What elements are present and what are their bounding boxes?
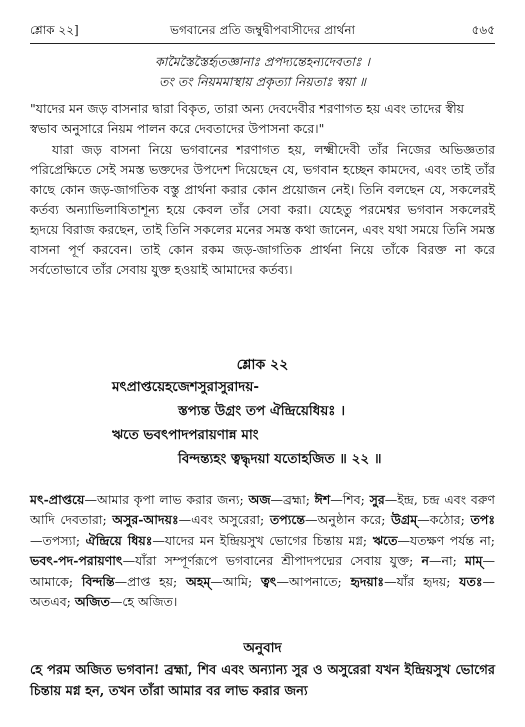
synonym-meaning: —ইন্দ্র, চন্দ্র এবং বরুণ আদি দেবতারা; <box>30 492 495 528</box>
purport-paragraph: যারা জড় বাসনা নিয়ে ভগবানের শরণাগত হয়, লক্ষ্মীদেবী তাঁর নিজের অভিজ্ঞতার পরিপ্রেক্ষিতে সেই সমস্ত ভক্তদের উপদেশ দিয়েছেন যে, ভগবান হচ্ছেন কামদেব, এবং তাই তাঁর কাছে কোন জড়-জাগতিক বস্তু প্রার্থনা করার কোন প্রয়োজন নেই। তিনি বলছেন যে, সকলেরই কর্তব্য অন্যাভিলাষিতাশূন্য হয়ে কেবল তাঁর সেবা করা। যেহেতু পরমেশ্বর ভগবান সকলেরই হৃদয়ে বিরাজ করছেন, তাই তিনি সকলের মনের সমস্ত কথা জানেন, এবং যথা সময়ে তিনি সমস্ত বাসনা পূর্ণ করবেন। তাই কোন রকম জড়-জাগতিক প্রার্থনা নিয়ে তাঁকে বিরক্ত না করে সর্বতোভাবে তাঁর সেবায় যুক্ত হওয়াই আমাদের কর্তব্য। <box>30 142 495 277</box>
synonym-meaning: —আমি; <box>210 573 261 589</box>
synonym-meaning: —অতএব; <box>30 573 495 610</box>
synonym-word: ঐন্দ্রিয়ে ধিয়ঃ <box>85 532 153 548</box>
quoted-verse-line-2: তং তং নিয়মমাস্থায় প্রকৃত্যা নিয়তাঃ স্বয়া ॥ <box>159 74 366 89</box>
synonym-word: মাম্ <box>464 553 483 569</box>
synonym-meaning: —তপস্যা; <box>30 532 86 548</box>
quoted-sanskrit-verse <box>30 52 495 92</box>
synonym-meaning: —আমাকে; <box>30 553 495 589</box>
word-for-word-synonyms <box>30 490 495 612</box>
page-number: ৫৬৫ <box>471 23 495 37</box>
synonym-meaning: —কঠোর; <box>417 512 471 528</box>
synonym-word: অজ <box>248 492 271 507</box>
synonym-word: ঈশ <box>314 492 331 507</box>
synonym-word: ত্বৎ <box>260 573 277 589</box>
translation-heading: অনুবাদ <box>243 640 282 656</box>
synonym-word: ভবৎ-পদ-পরায়ণাৎ <box>30 553 123 569</box>
synonym-meaning: —এবং অসুরেরা; <box>178 512 270 528</box>
quoted-verse-translation: "যাদের মন জড় বাসনার দ্বারা বিকৃত, তারা অন্য দেবদেবীর শরণাগত হয় এবং তাদের স্বীয় স্বভাব অনুসারে নিয়ম পালন করে দেবতাদের উপাসনা করে।" <box>30 101 465 136</box>
header-verse-ref: শ্লোক ২২] <box>30 23 79 37</box>
header-chapter-title: ভগবানের প্রতি জম্বুদ্বীপবাসীদের প্রার্থনা <box>170 23 355 37</box>
synonym-word: হৃদয়াঃ <box>350 573 385 589</box>
shloka-line-3: ঋতে ভবৎপাদপরায়ণান্ন মাং <box>112 427 259 443</box>
synonym-meaning: —যাদের মন ইন্দ্রিয়সুখ ভোগের চিন্তায় মগ্ন; <box>152 532 373 548</box>
shloka-line-1: মৎপ্রাপ্তয়েহজেশসুরাসুরাদয়- <box>112 379 259 395</box>
synonym-word: অসুর-আদয়ঃ <box>112 512 179 528</box>
synonym-word: তপঃ <box>470 512 495 528</box>
running-header <box>30 22 495 40</box>
synonym-word: বিন্দন্তি <box>81 573 115 589</box>
synonym-word: উগ্রম্ <box>391 512 418 528</box>
synonym-word: অজিত <box>74 594 110 610</box>
synonym-word: মৎ-প্রাপ্তয়ে <box>30 492 85 507</box>
synonym-meaning: —যতক্ষণ পর্যন্ত না; <box>397 532 495 548</box>
translation-text: হে পরম অজিত ভগবান! ব্রহ্মা, শিব এবং অন্যান্য সুর ও অসুরেরা যখন ইন্দ্রিয়সুখ ভোগের চিন্তায় মগ্ন হন, তখন তাঁরা আমার বর লাভ করার জন্য <box>30 663 495 699</box>
synonym-meaning: —আপনাতে; <box>276 573 351 589</box>
synonym-meaning: —হে অজিত। <box>109 594 178 610</box>
synonym-meaning: —যাঁরা সম্পূর্ণরূপে ভগবানের শ্রীপাদপদ্মের সেবায় যুক্ত; <box>122 553 422 569</box>
synonym-meaning: —আমার কৃপা লাভ করার জন্য; <box>84 492 249 507</box>
synonym-meaning: —শিব; <box>330 492 370 507</box>
synonym-word: ঋতে <box>372 532 398 548</box>
synonym-word: যতঃ <box>459 573 483 589</box>
synonym-meaning: —না; <box>428 553 465 569</box>
synonym-word: সুর <box>369 492 385 507</box>
synonym-meaning: —প্রাপ্ত হয়; <box>114 573 186 589</box>
synonym-word: ন <box>421 553 429 569</box>
shloka-line-4: বিন্দন্ত্যহং ত্বদ্ধৃদয়া যতোহজিত ॥ ২২ ॥ <box>178 451 382 467</box>
shloka-heading: শ্লোক ২২ <box>236 357 289 373</box>
synonym-meaning: —ব্রহ্মা; <box>270 492 315 507</box>
synonym-word: তপ্যন্তে <box>269 512 306 528</box>
shloka-line-2: স্তপ্যন্ত উগ্রং তপ ঐন্দ্রিয়েধিয়ঃ । <box>178 403 346 419</box>
synonym-word: অহম্ <box>186 573 211 589</box>
quoted-verse-line-1: কামৈস্তৈস্তৈর্হৃতজ্ঞানাঃ প্রপদ্যন্তেহন্যদেবতাঃ । <box>154 54 371 69</box>
header-rule <box>30 43 495 44</box>
synonym-meaning: —যাঁর হৃদয়; <box>384 573 460 589</box>
synonym-meaning: —অনুষ্ঠান করে; <box>305 512 392 528</box>
